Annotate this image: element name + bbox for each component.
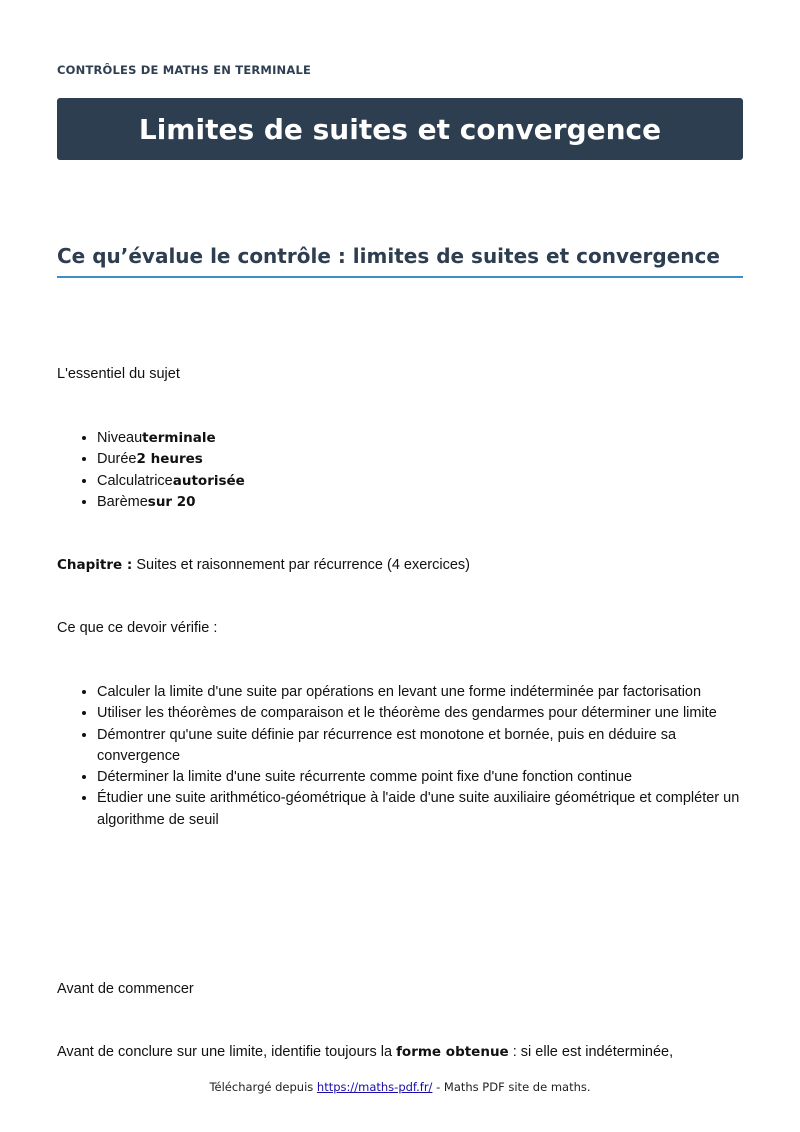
title-banner xyxy=(57,98,743,160)
verifie-list xyxy=(57,682,743,831)
avant-text-before: Avant de conclure sur une limite, identifie toujours la xyxy=(57,1044,397,1060)
avant-paragraph xyxy=(57,1044,757,1060)
item-label: Niveau xyxy=(97,430,143,446)
item-label: Calculatrice xyxy=(97,472,173,489)
essentiel-heading: L'essentiel du sujet xyxy=(57,366,180,382)
footer-suffix: - Maths PDF site de maths. xyxy=(432,1080,591,1094)
footer-prefix: Téléchargé depuis xyxy=(209,1080,317,1094)
list-item: • Calculer la limite d'une suite par opérations en levant une forme indéterminée par factorisation xyxy=(97,682,743,703)
item-value: autorisée xyxy=(172,472,245,489)
item-value: 2 heures xyxy=(136,451,203,468)
avant-heading: Avant de commencer xyxy=(57,981,194,997)
page-title: Limites de suites et convergence xyxy=(138,112,662,146)
chapter-label: Chapitre : xyxy=(57,557,133,573)
item-value: sur 20 xyxy=(147,493,196,510)
avant-text-after: : si elle est indéterminée, xyxy=(508,1044,674,1060)
essentiel-list xyxy=(57,428,743,513)
item-label: Barème xyxy=(97,493,148,510)
list-item xyxy=(97,428,743,449)
chapter-text: Suites et raisonnement par récurrence (4 exercices) xyxy=(136,557,470,573)
list-item: • Déterminer la limite d'une suite récurrente comme point fixe d'une fonction continue xyxy=(97,767,743,788)
item-label: Durée xyxy=(97,451,137,468)
series-kicker: CONTRÔLES DE MATHS EN TERMINALE xyxy=(57,63,312,77)
list-item xyxy=(97,492,743,513)
list-item xyxy=(97,471,743,492)
page-footer xyxy=(0,1080,800,1094)
list-item: • Démontrer qu'une suite définie par récurrence est monotone et bornée, puis en déduire sa convergence xyxy=(97,725,743,768)
list-item: • Utiliser les théorèmes de comparaison et le théorème des gendarmes pour déterminer une limite xyxy=(97,703,743,724)
footer-link[interactable]: https://maths-pdf.fr/ xyxy=(316,1080,433,1094)
chapter-line xyxy=(57,557,470,573)
section-title: Ce qu’évalue le contrôle : limites de suites et convergence xyxy=(57,244,743,278)
item-value: terminale xyxy=(142,430,216,446)
verifie-heading: Ce que ce devoir vérifie : xyxy=(57,620,218,636)
list-item: • Étudier une suite arithmético-géométrique à l'aide d'une suite auxiliaire géométrique et compléter un algorithme de seuil xyxy=(97,788,743,831)
avant-text-bold: forme obtenue xyxy=(396,1044,509,1060)
list-item xyxy=(97,449,743,470)
